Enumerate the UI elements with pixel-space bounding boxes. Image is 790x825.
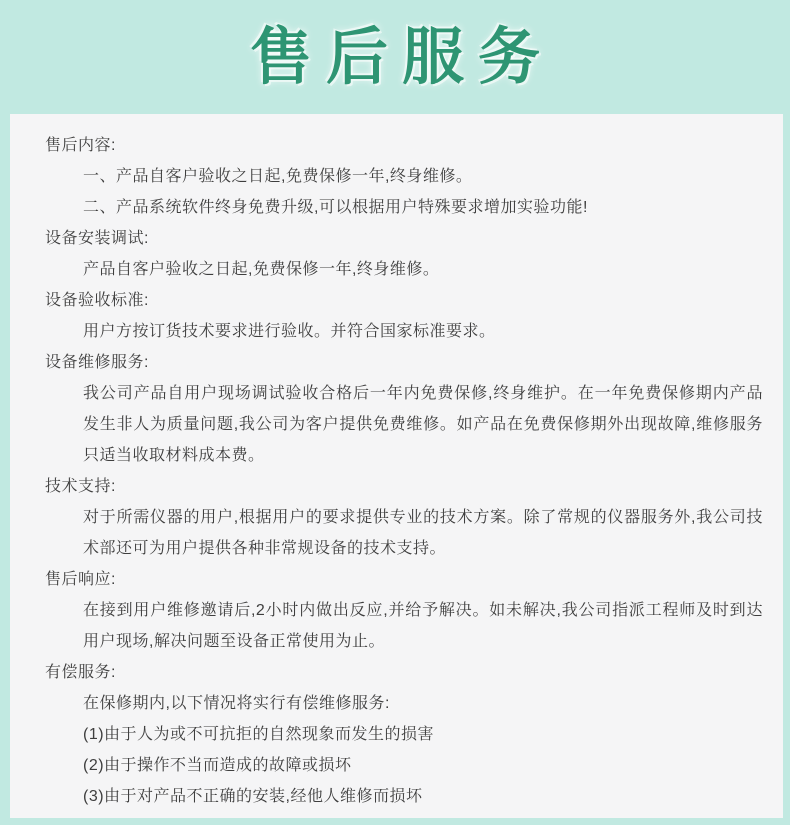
- section-heading: 设备安装调试:: [45, 230, 149, 247]
- paragraph: 用户方按订货技术要求进行验收。并符合国家标准要求。: [83, 323, 496, 340]
- section-heading: 售后响应:: [45, 571, 116, 588]
- paragraph: (3)由于对产品不正确的安装,经他人维修而损坏: [83, 788, 423, 805]
- section-heading: 有偿服务:: [45, 664, 116, 681]
- section-installation-debugging: [45, 223, 763, 285]
- section-technical-support: [45, 471, 763, 564]
- paragraph: 我公司产品自用户现场调试验收合格后一年内免费保修,终身维护。在一年免费保修期内产品发生非人为质量问题,我公司为客户提供免费维修。如产品在免费保修期外出现故障,维修服务只适当收取材料成本费。: [83, 385, 763, 464]
- paragraph: 在接到用户维修邀请后,2小时内做出反应,并给予解决。如未解决,我公司指派工程师及时到达用户现场,解决问题至设备正常使用为止。: [83, 602, 763, 650]
- section-acceptance-standard: [45, 285, 763, 347]
- paragraph: 在保修期内,以下情况将实行有偿维修服务:: [83, 695, 390, 712]
- section-heading: 设备验收标准:: [45, 292, 149, 309]
- paragraph: 一、产品自客户验收之日起,免费保修一年,终身维修。: [83, 168, 473, 185]
- section-heading: 设备维修服务:: [45, 354, 149, 371]
- section-after-sales-response: [45, 564, 763, 657]
- page-header: [0, 0, 790, 114]
- section-heading: 售后内容:: [45, 137, 116, 154]
- section-heading: 技术支持:: [45, 478, 116, 495]
- page-title: 售后服务: [249, 20, 554, 93]
- section-paid-service: [45, 657, 763, 812]
- paragraph: 二、产品系统软件终身免费升级,可以根据用户特殊要求增加实验功能!: [83, 199, 588, 216]
- paragraph: (1)由于人为或不可抗拒的自然现象而发生的损害: [83, 726, 435, 743]
- paragraph: (2)由于操作不当而造成的故障或损坏: [83, 757, 352, 774]
- section-after-sales-content: [45, 130, 763, 223]
- section-repair-service: [45, 347, 763, 471]
- paragraph: 产品自客户验收之日起,免费保修一年,终身维修。: [83, 261, 440, 278]
- paragraph: 对于所需仪器的用户,根据用户的要求提供专业的技术方案。除了常规的仪器服务外,我公司技术部还可为用户提供各种非常规设备的技术支持。: [83, 509, 763, 557]
- content-card: [10, 114, 783, 818]
